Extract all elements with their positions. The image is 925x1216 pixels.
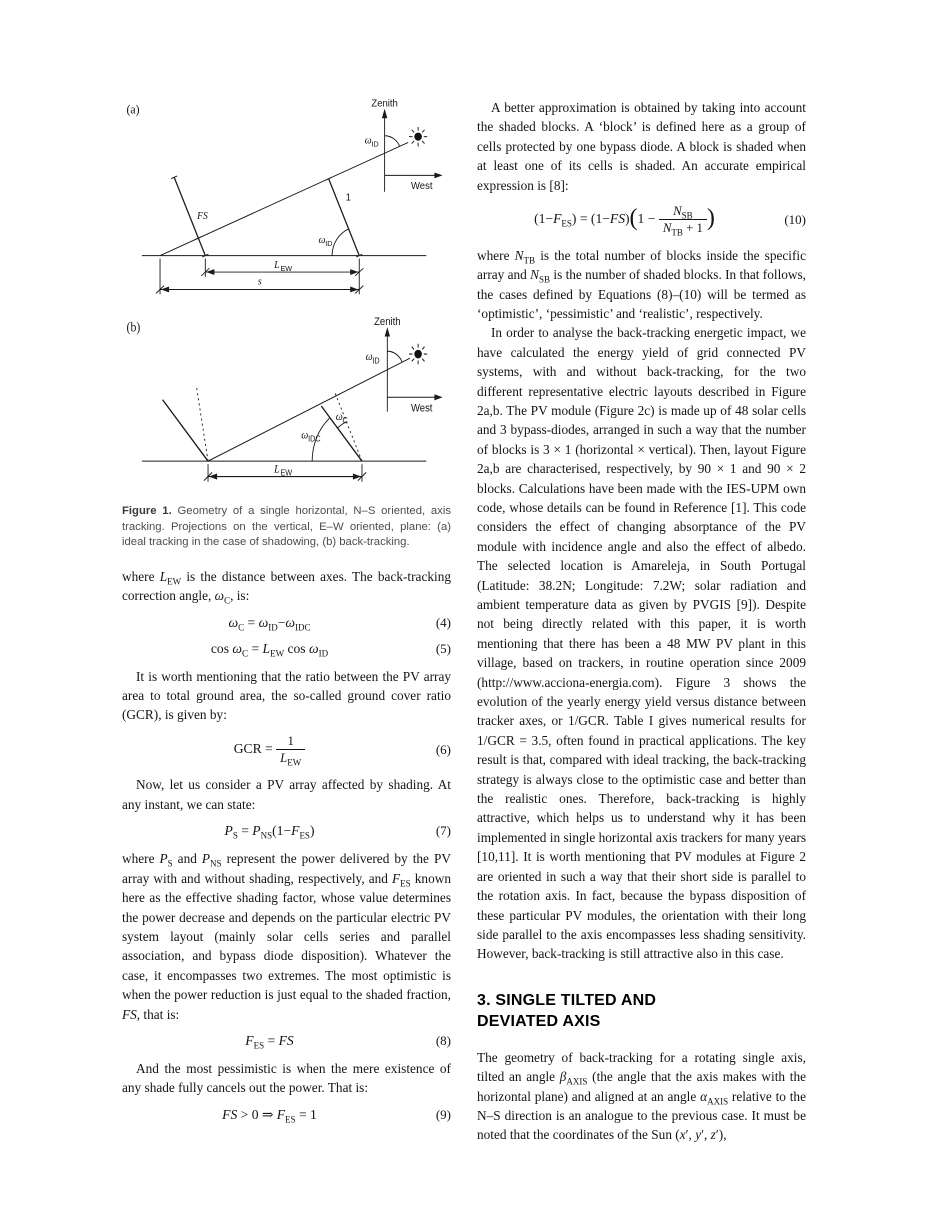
omega-id-top-sub: ID (372, 355, 380, 366)
equation-6-body: GCR = $\frac{1}{L_{EW}}$ (122, 734, 417, 766)
paragraph-gcr: It is worth mentioning that the ratio between the PV array area to total ground area, the so-called ground cover ratio (GCR), is given by: (122, 668, 451, 723)
omega-id-panel-arc (332, 229, 349, 256)
omega-id-top-arc (385, 136, 400, 147)
lew-sub: EW (280, 263, 293, 274)
paragraph-blocks: A better approximation is obtained by taking into account the shaded blocks. A ‘block’ is defined here as a group of cells protected by one bypass diode. A block is shaded when at least one of its cells is shaded. An accurate empirical expression is [8]: (477, 100, 806, 193)
equation-8 (122, 1033, 451, 1049)
equation-4-body: $\omega_C = \omega_{ID}-\omega_{IDC}$ (228, 614, 311, 633)
equation-7-body: $P_S = P_{NS}(1-F_{ES})$ (224, 823, 315, 841)
west-label: West (411, 403, 433, 415)
right-panel-ideal-dotted (334, 391, 362, 461)
lew-sub: EW (280, 468, 293, 478)
omega-id-top-label: ω (365, 351, 373, 364)
s-label: s (257, 276, 262, 288)
section-heading-3: 3. SINGLE TILTED AND DEVIATED AXIS (477, 991, 657, 1030)
arrowheads (161, 109, 443, 293)
lew-label: L (274, 259, 280, 272)
sun-ray-line (208, 355, 410, 461)
equation-6-number: (6) (435, 741, 451, 757)
figure1-caption (122, 504, 451, 551)
panel-a-tag: (a) (126, 102, 140, 117)
equation-9 (122, 1107, 451, 1123)
sun-icon (409, 344, 427, 365)
paragraph-pessimistic: And the most pessimistic is when the mere existence of any shade fully cancels out the power. That is: (122, 1060, 451, 1096)
paragraph-ntb-nsb: where $N_{TB}$ is the total number of blocks inside the specific array and $N_{SB}$ is the number of shaded blocks. In that follows, the cases defined by Equations (8)–(10) will be termed as ‘optimistic’, ‘pessimistic’ and ‘realistic’, respectively. (477, 247, 807, 321)
paragraph-shading-intro: Now, let us consider a PV array affected by shading. At any instant, we can state: (122, 777, 451, 812)
omega-idc-sub: IDC (308, 434, 321, 444)
paragraph-where-lew: where $L_{EW}$ is the distance between axes. The back-tracking correction angle, $\omega_C$, is: (122, 568, 451, 606)
two-column-layout (122, 98, 806, 1145)
west-arrowhead (434, 172, 442, 178)
figure1-panel-b (122, 317, 448, 492)
sun-icon (409, 127, 427, 146)
equation-5-body: $\cos \omega_C = L_{EW}$ $\cos \omega_{ID}$ (210, 640, 329, 659)
equation-7-number: (7) (435, 823, 451, 839)
left-column (122, 98, 451, 1145)
paragraph-shading-factor: where $P_S$ and $P_{NS}$ represent the power delivered by the PV array with and without shading, respectively, and $F_{ES}$ known here as the effective shading factor, whose value determines the power decrease and depends on the particular electric PV system layout (mainly solar cells series and parallel association, and bypass diode disposition). Whatever the case, it encompasses two extremes. The most optimistic is when the power reduction is just equal to the shaded fraction, FS, that is: (122, 851, 451, 1022)
unit-length-label: 1 (345, 192, 351, 204)
fs-label: FS (197, 210, 208, 222)
left-panel-ideal-dotted (197, 388, 208, 461)
zenith-label: Zenith (371, 98, 398, 110)
equation-8-number: (8) (435, 1032, 451, 1048)
omega-c-sub: C (342, 415, 348, 426)
omega-idc-label: ω (301, 429, 309, 442)
equation-8-body: $F_{ES}$ = FS (245, 1032, 294, 1051)
figure1-caption-prefix: Figure 1. (122, 505, 172, 517)
equation-10-body: $(1-F_{ES}) = (1-FS)(1$ − $\frac{N_{SB}}{N_{TB} + 1}$ ) (534, 204, 715, 238)
omega-id-top-sub: ID (371, 139, 379, 149)
equation-9-body: FS > 0 ⇒ $F_{ES} = 1$ (222, 1106, 317, 1125)
equation-5 (122, 641, 451, 657)
equation-9-number: (9) (435, 1106, 451, 1122)
panel-b-tag: (b) (126, 319, 141, 335)
equation-4-number: (4) (435, 614, 451, 630)
equation-6 (122, 734, 451, 766)
lew-label: L (274, 463, 280, 476)
equation-10 (477, 204, 806, 236)
equation-4 (122, 615, 451, 631)
zenith-label: Zenith (374, 317, 401, 329)
figure1-caption-text: Geometry of a single horizontal, N–S oriented, axis tracking. Projections on the vertical, E–W oriented, plane: (a) ideal tracking in the case of shadowing, (b) back-tracking. (122, 505, 451, 549)
omega-id-panel-sub: ID (325, 238, 333, 249)
omega-c-label: ω (335, 411, 343, 424)
right-tracker-panel (329, 179, 360, 256)
omega-id-top-arc (387, 351, 402, 362)
west-label: West (410, 180, 433, 192)
paragraph-tilted-axis: The geometry of back-tracking for a rotating single axis, tilted an angle $\beta_{AXIS}$ (the angle that the axis makes with the horizontal plane) and aligned at an angle $\alpha_{AXIS}$ relative to the N–S direction is an analogue to the previous case. It must be noted that the coordinates of the Sun (x′, y′, z′), (477, 1049, 806, 1143)
zenith-arrowhead (385, 327, 390, 336)
equation-10-number: (10) (784, 211, 806, 227)
paragraph-energy-yield: In order to analyse the back-tracking energetic impact, we have calculated the energy yield of grid connected PV systems, with and without back-tracking, for the two different representative electric layouts described in Figure 2a,b. The PV module (Figure 2c) is made up of 48 solar cells and 3 bypass-diodes, arranged in such a way that the number of blocks is 3 × 1 (horizontal × vertical). Then, layout Figure 2a,b are characterised, respectively, by 90 × 1 and 90 × 2 blocks. Calculations have been made with the IES-UPM own code, whose details can be found in Reference [1]. This code considers the effect of changing absorptance of the PV module with incidence angle and also the effect of albedo. The selected location is Amareleja, in South Portugal (Latitude: 38.2N; Longitude: 7.2W; solar radiation and ambient temperature data as given by PVGIS [9]). Despite not being directly related with this paper, it is worth mentioning that there has been a 48 MW PV plant in this village, based on trackers, in routine operation since 2009 (http://www.acciona-energia.com). Figure 3 shows the evolution of the yearly energy yield versus distance between tracker axes, or 1/GCR. Table I gives numerical results for 1/GCR = 3.5, often found in practical applications. The key result is that, compared with ideal tracking, the back-tracking strategy is always close to the optimistic case and better than the realistic ones. Therefore, back-tracking is highly attractive, which helps us to understand why it has been implemented in single horizontal axis trackers for many years [10,11]. It is worth mentioning that PV modules at Figure 2 are oriented in such a way that their short side is parallel to the rotation axis. In fact, because the bypass disposition of these particular PV modules, the orientation with their long side parallel to the axis encompasses less shading sensitivity. However, back-tracking is still attractive also in this case. (477, 325, 806, 962)
right-column (477, 98, 806, 1145)
west-arrowhead (434, 394, 442, 400)
omega-id-panel-label: ω (318, 234, 326, 247)
left-tracker-panel (163, 400, 208, 461)
equation-7 (122, 823, 451, 839)
arrowheads (209, 327, 443, 479)
zenith-arrowhead (382, 109, 387, 119)
omega-id-top-label: ω (364, 135, 372, 147)
figure1-panel-a (122, 98, 448, 303)
equation-5-number: (5) (435, 640, 451, 656)
